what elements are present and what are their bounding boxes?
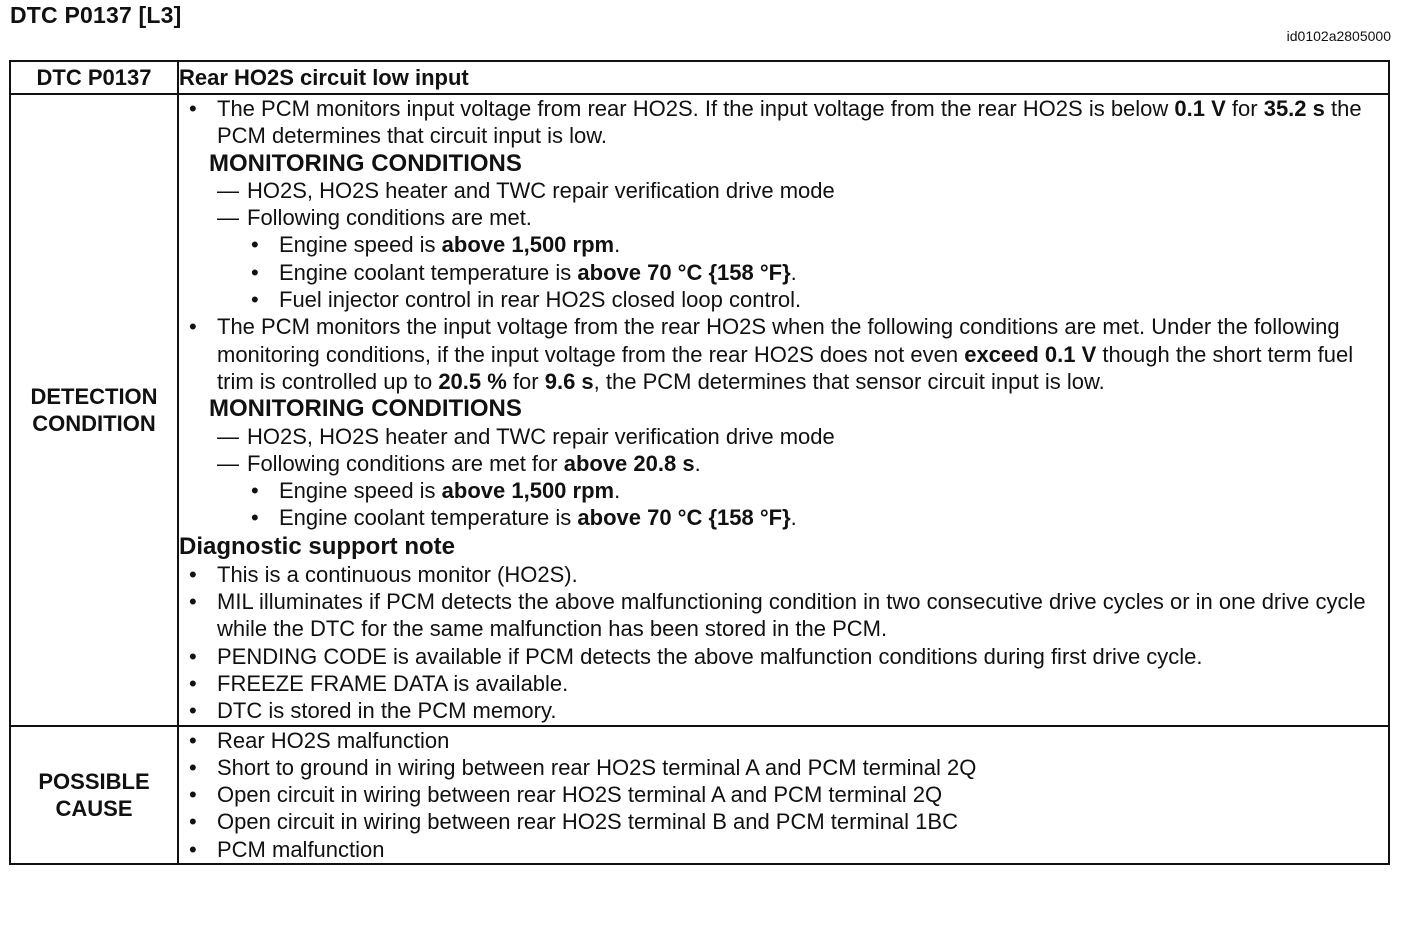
cause-item: • Open circuit in wiring between rear HO2S terminal A and PCM terminal 2Q xyxy=(189,782,943,808)
bullet-dot: • xyxy=(251,232,259,258)
monitoring-sub-item: • Engine coolant temperature is above 70 °C {158 °F}. xyxy=(251,505,797,531)
detection-bullet-2: • The PCM monitors the input voltage from the rear HO2S when the following conditions are met. Under the following monitoring conditions, if the input voltage from the rear HO2S does not even exceed 0.1 V though the short term fuel trim is controlled up to 20.5 % for 9.6 s, the PCM determines that sensor circuit input is low. xyxy=(189,314,1354,394)
bullet-dot: • xyxy=(251,478,259,504)
diagnostic-note-item: • PENDING CODE is available if PCM detects the above malfunction conditions during first drive cycle. xyxy=(189,643,1203,669)
table-header-row xyxy=(10,61,1389,94)
detection-label-line-1: DETECTION xyxy=(30,383,158,409)
bullet-dot: • xyxy=(189,782,197,808)
monitoring-sub-item: • Engine coolant temperature is above 70 °C {158 °F}. xyxy=(251,259,797,285)
bullet-dot: • xyxy=(189,589,197,615)
document-id: id0102a2805000 xyxy=(1286,28,1391,44)
monitoring-sub-item: • Engine speed is above 1,500 rpm. xyxy=(251,232,621,258)
monitoring-dash-item: — Following conditions are met for above 20.8 s. xyxy=(217,450,701,476)
diagnostic-note-item: • DTC is stored in the PCM memory. xyxy=(189,698,557,724)
dtc-table xyxy=(9,60,1390,865)
diagnostic-note-item: • FREEZE FRAME DATA is available. xyxy=(189,670,569,696)
cause-item: • Short to ground in wiring between rear HO2S terminal A and PCM terminal 2Q xyxy=(189,754,977,780)
possible-cause-content xyxy=(178,726,1389,864)
dash-mark: — xyxy=(217,423,239,449)
possible-cause-label xyxy=(10,726,178,864)
bullet-dot: • xyxy=(189,754,197,780)
bullet-dot: • xyxy=(189,727,197,753)
detection-condition-row xyxy=(10,94,1389,726)
diagnostic-support-note-heading: Diagnostic support note xyxy=(179,532,455,560)
bullet-dot: • xyxy=(189,561,197,587)
monitoring-conditions-heading-2: MONITORING CONDITIONS xyxy=(209,395,522,423)
detection-condition-content xyxy=(178,94,1389,726)
bullet-dot: • xyxy=(189,643,197,669)
possible-cause-row xyxy=(10,726,1389,864)
monitoring-dash-item: — HO2S, HO2S heater and TWC repair verification drive mode xyxy=(217,423,835,449)
dtc-code-cell: DTC P0137 xyxy=(10,61,178,94)
bullet-dot: • xyxy=(251,505,259,531)
bullet-dot: • xyxy=(189,314,197,340)
monitoring-sub-item: • Fuel injector control in rear HO2S closed loop control. xyxy=(251,287,802,313)
bullet-dot: • xyxy=(251,287,259,313)
bullet-dot: • xyxy=(189,698,197,724)
cause-item: • PCM malfunction xyxy=(189,836,385,862)
monitoring-dash-item: — HO2S, HO2S heater and TWC repair verification drive mode xyxy=(217,177,835,203)
bullet-dot: • xyxy=(189,96,197,121)
detection-bullet-1: • The PCM monitors input voltage from rear HO2S. If the input voltage from the rear HO2S is below 0.1 V for 35.2 s the PCM determines that circuit input is low. xyxy=(189,96,1362,149)
cause-label-line-1: POSSIBLE xyxy=(38,768,150,794)
monitoring-conditions-heading-1: MONITORING CONDITIONS xyxy=(209,149,522,177)
dash-mark: — xyxy=(217,177,239,203)
bullet-dot: • xyxy=(251,259,259,285)
detection-condition-label xyxy=(10,94,178,726)
bullet-dot: • xyxy=(189,836,197,862)
dash-mark: — xyxy=(217,205,239,231)
diagnostic-note-item: • This is a continuous monitor (HO2S). xyxy=(189,561,578,587)
diagnostic-note-item: • MIL illuminates if PCM detects the above malfunctioning condition in two consecutive drive cycles or in one drive cycle while the DTC for the same malfunction has been stored in the PCM. xyxy=(189,589,1366,642)
monitoring-dash-item: — Following conditions are met. xyxy=(217,205,532,231)
cause-item: • Open circuit in wiring between rear HO2S terminal B and PCM terminal 1BC xyxy=(189,809,958,835)
monitoring-sub-item: • Engine speed is above 1,500 rpm. xyxy=(251,478,621,504)
detection-label-line-2: CONDITION xyxy=(32,410,156,436)
dtc-description-cell: Rear HO2S circuit low input xyxy=(178,61,1389,94)
page-title: DTC P0137 [L3] xyxy=(10,2,182,28)
bullet-dot: • xyxy=(189,809,197,835)
bullet-dot: • xyxy=(189,670,197,696)
dash-mark: — xyxy=(217,450,239,476)
cause-label-line-2: CAUSE xyxy=(55,795,133,821)
cause-item: • Rear HO2S malfunction xyxy=(189,727,450,753)
